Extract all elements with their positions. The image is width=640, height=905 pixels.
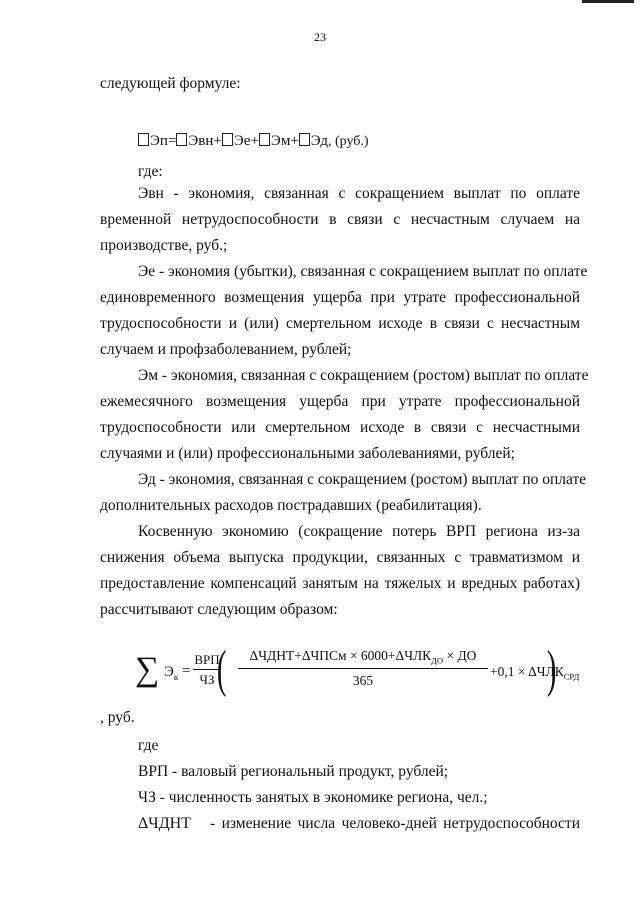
intro-line: следующей формуле: xyxy=(100,75,241,92)
formula-total-savings: Эп= Эвн+ Эе+ Эм+ Эд, (руб.) xyxy=(138,133,369,150)
missing-glyph-box xyxy=(138,133,149,146)
paragraph-indirect-line2: снижения объема выпуска продукции, связанных с травматизмом и xyxy=(100,549,580,566)
paragraph-ee-line4: случаем и профзаболеванием, рублей; xyxy=(100,341,352,358)
formula-equals: = xyxy=(182,663,191,679)
sum-symbol: ∑ xyxy=(135,651,160,688)
paragraph-indirect-line4: рассчитывают следующим образом: xyxy=(100,601,338,618)
paragraph-em-line1: Эм - экономия, связанная с сокращением (ростом) выплат по оплате xyxy=(138,367,589,384)
paragraph-em-line2: ежемесячного возмещения ущерба при утрате профессиональной xyxy=(100,393,580,410)
definition-grp: ВРП - валовый региональный продукт, рублей; xyxy=(138,763,449,780)
paragraph-ee-line1: Эе - экономия (убытки), связанная с сокращением выплат по оплате xyxy=(138,263,588,280)
paragraph-evn-line1: Эвн - экономия, связанная с сокращением выплат по оплате xyxy=(138,185,580,202)
paragraph-ee-line2: единовременного возмещения ущерба при утрате профессиональной xyxy=(100,289,580,306)
where-label: где: xyxy=(138,163,163,180)
formula-unit: , руб. xyxy=(100,709,135,726)
paragraph-indirect-line1: Косвенную экономию (сокращение потерь ВРП региона из-за xyxy=(138,523,580,540)
paragraph-ee-line3: трудоспособности и (или) смертельном исходе в связи с несчастным xyxy=(100,315,580,332)
paragraph-em-line3: трудоспособности или смертельном исходе в связи с несчастными xyxy=(100,419,580,436)
definition-disability-days: ΔЧДНТ - изменение числа человеко-дней нетрудоспособности xyxy=(138,815,580,832)
where-label-2: где xyxy=(138,737,159,754)
formula-indirect-savings xyxy=(135,641,580,704)
right-paren: ) xyxy=(546,641,557,698)
formula-lhs: $Э_к$ xyxy=(164,664,179,682)
paragraph-ed-line2: дополнительных расходов пострадавших (реабилитация). xyxy=(100,497,482,514)
paragraph-indirect-line3: предоставление компенсаций занятым на тяжелых и вредных работах) xyxy=(100,575,580,592)
scan-edge-mark xyxy=(582,0,634,3)
fraction-days-over-365: ΔЧДНТ+ΔЧПСм × $6000+\Delta ЧЛК_{ДО}$ × ДО 365 xyxy=(238,648,488,689)
left-paren: ( xyxy=(216,641,227,698)
paragraph-em-line4: случаями и (или) профессиональными заболеваниями, рублей; xyxy=(100,445,515,462)
fraction-grp-over-employed: ВРП ЧЗ xyxy=(194,652,220,687)
paragraph-evn-line3: производстве, руб.; xyxy=(100,237,228,254)
paragraph-ed-line1: Эд - экономия, связанная с сокращением (ростом) выплат по оплате xyxy=(138,471,587,488)
page-number: 23 xyxy=(314,30,326,44)
definition-employed: ЧЗ - численность занятых в экономике региона, чел.; xyxy=(138,789,488,806)
paragraph-evn-line2: временной нетрудоспособности в связи с несчастным случаем на xyxy=(100,211,580,228)
formula-tail: $+0,1 \times \Delta ЧЛК_{СРД}$ xyxy=(490,664,580,682)
